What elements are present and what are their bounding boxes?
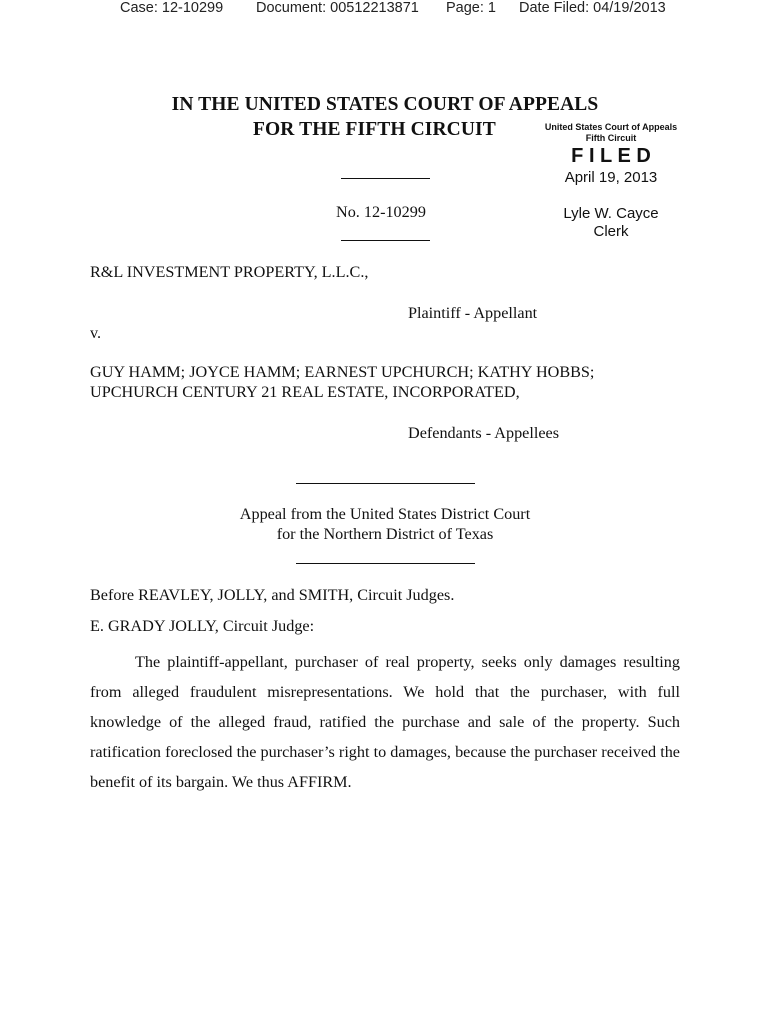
- plaintiff-name: R&L INVESTMENT PROPERTY, L.L.C.,: [90, 263, 369, 281]
- stamp-clerk-name: Lyle W. Cayce: [563, 205, 659, 222]
- date-filed-header: Date Filed: 04/19/2013: [519, 0, 666, 16]
- filing-header: [0, 0, 770, 22]
- divider: [341, 240, 430, 241]
- stamp-filed: F I L E D: [571, 145, 651, 167]
- stamp-date: April 19, 2013: [564, 169, 658, 186]
- stamp-clerk-title: Clerk: [593, 223, 629, 240]
- panel-judges: Before REAVLEY, JOLLY, and SMITH, Circuit Judges.: [90, 586, 455, 604]
- case-number: No. 12-10299: [336, 203, 426, 221]
- appeal-line2: for the Northern District of Texas: [276, 525, 494, 543]
- divider: [296, 563, 475, 564]
- defendants-line2: UPCHURCH CENTURY 21 REAL ESTATE, INCORPORATED,: [90, 383, 520, 401]
- plaintiff-role: Plaintiff - Appellant: [408, 304, 538, 322]
- case-number-header: Case: 12-10299: [120, 0, 224, 16]
- court-title-line2: FOR THE FIFTH CIRCUIT: [253, 119, 496, 140]
- divider: [341, 178, 430, 179]
- defendants-line1: GUY HAMM; JOYCE HAMM; EARNEST UPCHURCH; KATHY HOBBS;: [90, 363, 595, 381]
- stamp-court: United States Court of Appeals: [544, 122, 678, 132]
- appeal-line1: Appeal from the United States District Court: [239, 505, 531, 523]
- opinion-author: E. GRADY JOLLY, Circuit Judge:: [90, 617, 315, 635]
- divider: [296, 483, 475, 484]
- defendants-role: Defendants - Appellees: [408, 424, 560, 442]
- document-number-header: Document: 00512213871: [256, 0, 419, 16]
- page-number-header: Page: 1: [446, 0, 496, 16]
- opinion-paragraph: The plaintiff-appellant, purchaser of real property, seeks only damages resulting from alleged fraudulent misrepresentations. We hold that the purchaser, with full knowledge of the alleged fraud, ratified the purchase and sale of the property. Such ratification foreclosed the purchaser’s right to damages, because the purchaser received the benefit of its bargain. We thus AFFIRM.: [90, 653, 680, 791]
- stamp-circuit: Fifth Circuit: [585, 133, 637, 143]
- versus: v.: [90, 324, 102, 342]
- court-title-line1: IN THE UNITED STATES COURT OF APPEALS: [171, 94, 599, 115]
